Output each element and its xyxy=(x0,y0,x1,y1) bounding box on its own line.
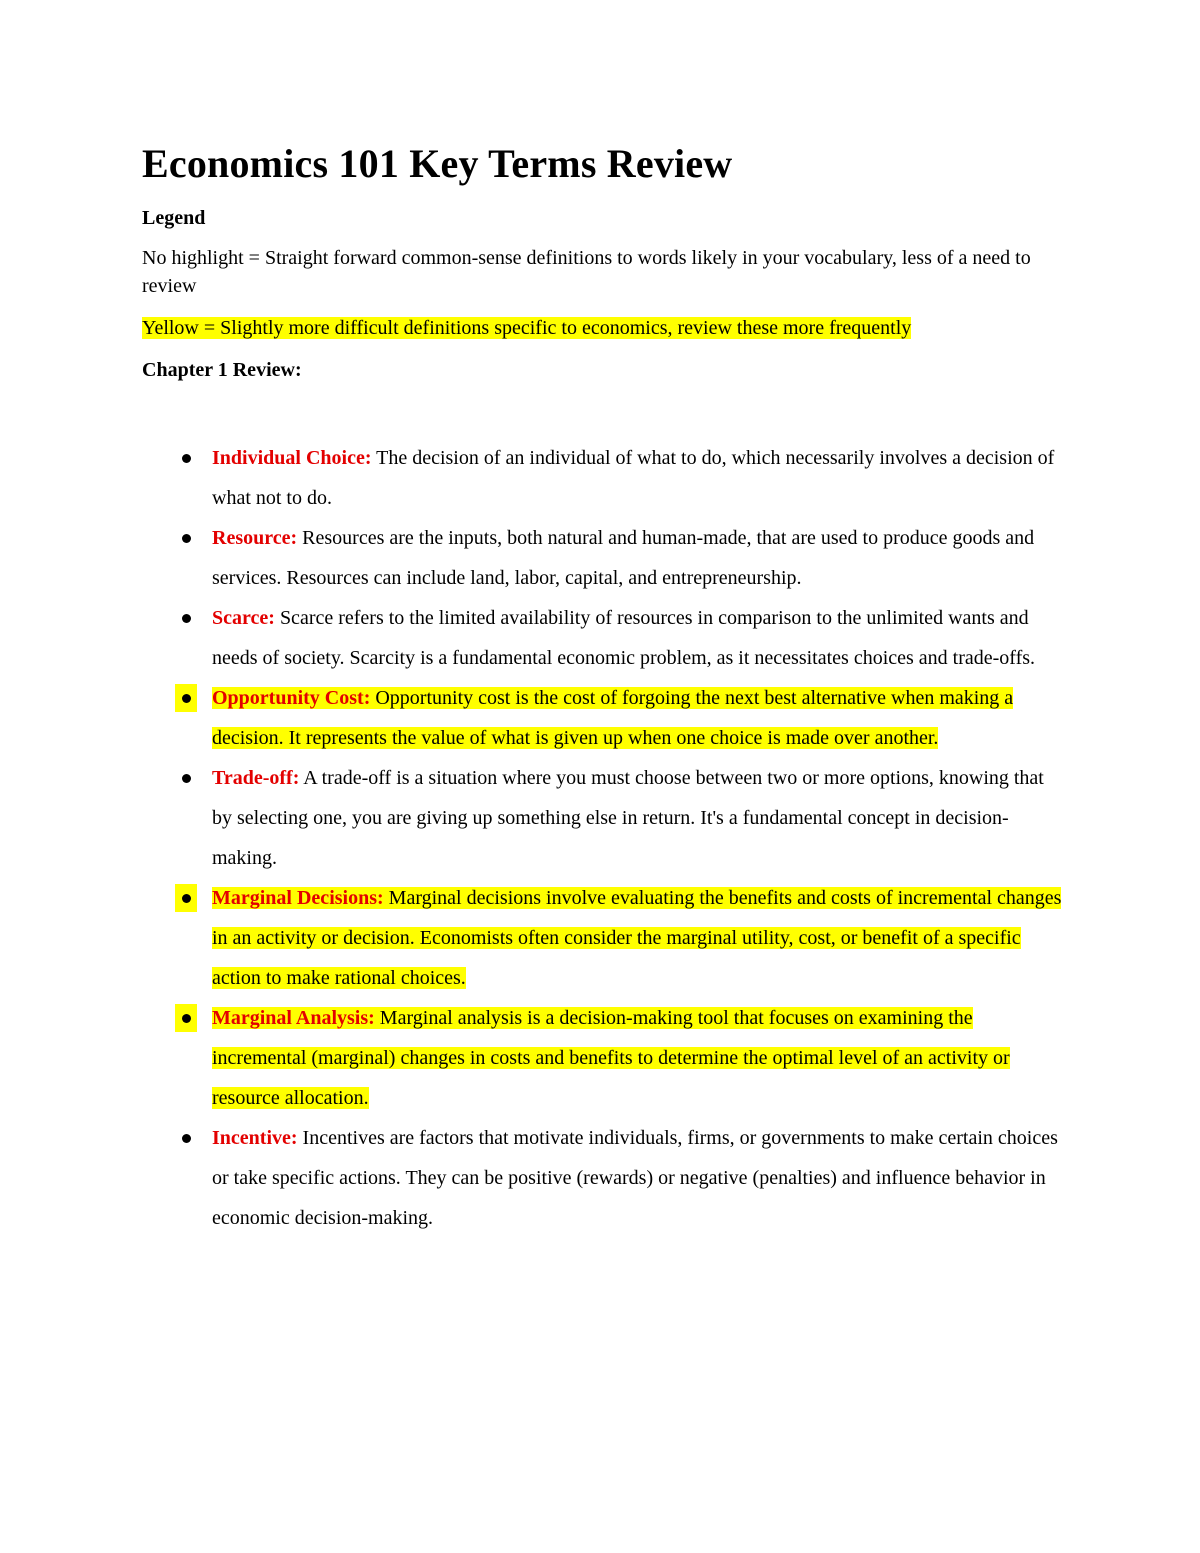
term-item-marginal-analysis xyxy=(142,998,1062,1118)
bullet-icon xyxy=(175,1118,197,1158)
term-name: Scarce: xyxy=(212,607,275,629)
bullet-icon xyxy=(175,884,197,912)
term-item-marginal-decisions xyxy=(142,878,1062,998)
legend-no-highlight: No highlight = Straight forward common-sense definitions to words likely in your vocabulary, less of a need to review xyxy=(142,247,1031,297)
term-name: Opportunity Cost: xyxy=(212,687,371,709)
bullet-icon xyxy=(175,758,197,798)
term-item-scarce xyxy=(142,598,1062,678)
term-name: Trade-off: xyxy=(212,767,300,789)
term-name: Marginal Decisions: xyxy=(212,887,384,909)
term-item-incentive xyxy=(142,1118,1062,1238)
term-definition: The decision of an individual of what to do, which necessarily involves a decision of what not to do. xyxy=(212,447,1055,509)
term-definition: Scarce refers to the limited availability of resources in comparison to the unlimited wants and needs of society. Scarcity is a fundamental economic problem, as it necessitates choices and trade-offs. xyxy=(212,607,1036,669)
document-content xyxy=(142,138,1062,1238)
term-definition: Resources are the inputs, both natural and human-made, that are used to produce goods and services. Resources can include land, labor, capital, and entrepreneurship. xyxy=(212,527,1035,589)
legend-yellow-line xyxy=(142,314,1062,342)
term-name: Individual Choice: xyxy=(212,447,372,469)
terms-list xyxy=(142,438,1062,1238)
term-item-trade-off xyxy=(142,758,1062,878)
term-definition: Marginal analysis is a decision-making tool that focuses on examining the incremental (marginal) changes in costs and benefits to determine the optimal level of an activity or resource allocation. xyxy=(212,1007,1010,1109)
term-definition: Opportunity cost is the cost of forgoing the next best alternative when making a decision. It represents the value of what is given up when one choice is made over another. xyxy=(212,687,1014,749)
term-definition: A trade-off is a situation where you must choose between two or more options, knowing that by selecting one, you are giving up something else in return. It's a fundamental concept in decision-making. xyxy=(212,767,1044,869)
term-name: Incentive: xyxy=(212,1127,298,1149)
term-name: Marginal Analysis: xyxy=(212,1007,375,1029)
bullet-icon xyxy=(175,518,197,558)
term-definition: Incentives are factors that motivate individuals, firms, or governments to make certain choices or take specific actions. They can be positive (rewards) or negative (penalties) and influence behavior in economic decision-making. xyxy=(212,1127,1058,1229)
term-item-individual-choice xyxy=(142,438,1062,518)
bullet-icon xyxy=(175,1004,197,1032)
document-title: Economics 101 Key Terms Review xyxy=(142,141,733,186)
bullet-icon xyxy=(175,438,197,478)
term-item-resource xyxy=(142,518,1062,598)
term-definition: Marginal decisions involve evaluating the benefits and costs of incremental changes in an activity or decision. Economists often consider the marginal utility, cost, or benefit of a specific action to make rational choices. xyxy=(212,887,1062,989)
term-item-opportunity-cost xyxy=(142,678,1062,758)
term-name: Resource: xyxy=(212,527,298,549)
bullet-icon xyxy=(175,598,197,638)
chapter-heading: Chapter 1 Review: xyxy=(142,359,302,381)
bullet-icon xyxy=(175,684,197,712)
legend-heading: Legend xyxy=(142,207,206,229)
legend-yellow-text: Yellow = Slightly more difficult definitions specific to economics, review these more frequently xyxy=(142,317,912,339)
